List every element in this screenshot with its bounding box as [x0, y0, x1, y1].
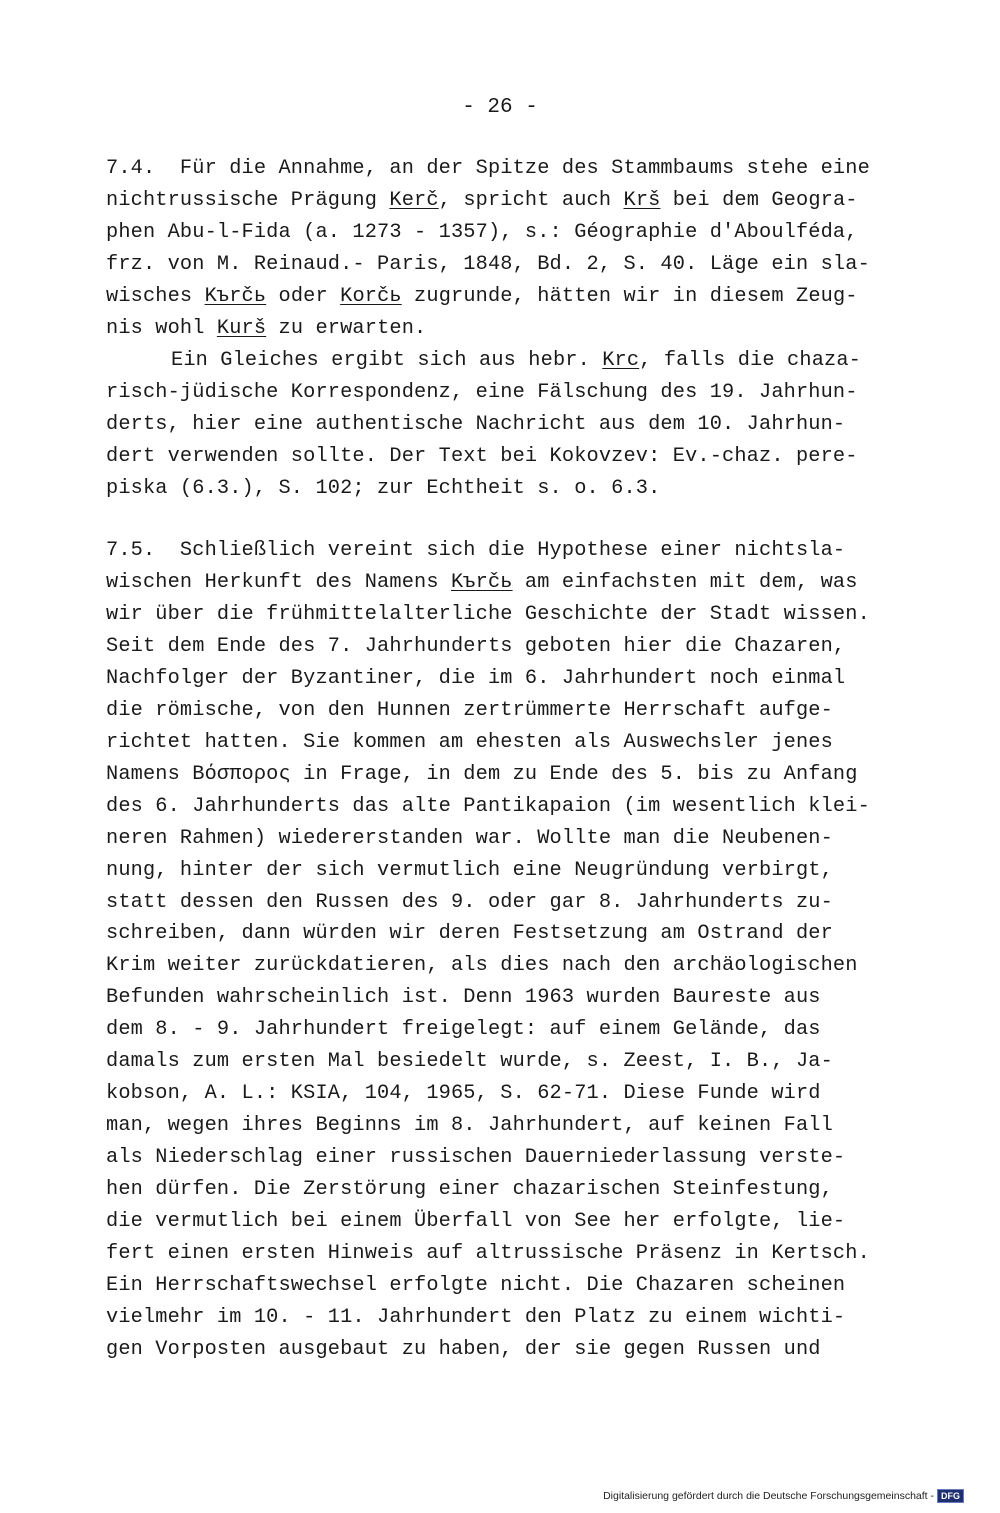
text-line	[106, 1081, 821, 1107]
text-run: hen dürfen. Die Zerstörung einer chazarischen Steinfestung,	[106, 1178, 833, 1201]
text-run: gen Vorposten ausgebaut zu haben, der sie gegen Russen und	[106, 1338, 821, 1361]
text-line	[106, 156, 870, 182]
text-line	[106, 953, 858, 979]
text-run: Ein Herrschaftswechsel erfolgte nicht. Die Chazaren scheinen	[106, 1274, 846, 1297]
text-run: Befunden wahrscheinlich ist. Denn 1963 wurden Baureste aus	[106, 986, 821, 1009]
text-run: zu erwarten.	[266, 317, 427, 340]
text-run: Ein Gleiches ergibt sich aus hebr.	[171, 349, 603, 372]
text-line	[106, 666, 845, 692]
text-line	[106, 730, 833, 756]
text-line	[106, 985, 821, 1011]
text-line	[106, 602, 870, 628]
text-run: fert einen ersten Hinweis auf altrussische Präsenz in Kertsch.	[106, 1242, 870, 1265]
underlined-term: Kъrčь	[450, 571, 513, 594]
text-line	[106, 380, 858, 406]
page-number: - 26 -	[462, 96, 538, 119]
text-run: oder	[266, 285, 341, 308]
text-run: die römische, von den Hunnen zertrümmerte Herrschaft aufge-	[106, 699, 833, 722]
text-line	[106, 826, 833, 852]
text-line	[106, 316, 426, 342]
text-line	[106, 188, 858, 214]
text-line	[106, 1017, 821, 1043]
text-run: Nachfolger der Byzantiner, die im 6. Jahrhundert noch einmal	[106, 667, 846, 690]
underlined-term: Krc	[602, 349, 640, 372]
text-line	[106, 1113, 833, 1139]
text-run: 7.5. Schließlich vereint sich die Hypothese einer nichtsla-	[106, 539, 846, 562]
text-line	[106, 570, 858, 596]
text-run: Seit dem Ende des 7. Jahrhunderts geboten hier die Chazaren,	[106, 635, 846, 658]
text-run: derts, hier eine authentische Nachricht aus dem 10. Jahrhun-	[106, 413, 846, 436]
text-run: , falls die chaza-	[639, 349, 861, 372]
text-run: Namens Βόσπορος in Frage, in dem zu Ende des 5. bis zu Anfang	[106, 763, 858, 786]
text-line	[106, 1273, 845, 1299]
text-line	[171, 348, 861, 374]
text-line	[106, 476, 660, 502]
text-run: die vermutlich bei einem Überfall von See her erfolgte, lie-	[106, 1210, 846, 1233]
text-run: bei dem Geogra-	[660, 189, 858, 212]
text-run: des 6. Jahrhunderts das alte Pantikapaion (im wesentlich klei-	[106, 795, 870, 818]
text-line	[106, 1145, 845, 1171]
text-run: 7.4. Für die Annahme, an der Spitze des Stammbaums stehe eine	[106, 157, 870, 180]
text-line	[106, 921, 833, 947]
dfg-logo: DFG	[937, 1489, 964, 1503]
text-line	[106, 634, 845, 660]
text-run: statt dessen den Russen des 9. oder gar 8. Jahrhunderts zu-	[106, 891, 833, 914]
underlined-term: Kъrčь	[204, 285, 267, 308]
text-run: dert verwenden sollte. Der Text bei Kokovzev: Ev.-chaz. pere-	[106, 445, 858, 468]
text-line	[106, 1177, 833, 1203]
text-run: neren Rahmen) wiedererstanden war. Wollte man die Neubenen-	[106, 827, 833, 850]
text-line	[106, 444, 858, 470]
text-run: richtet hatten. Sie kommen am ehesten als Auswechsler jenes	[106, 731, 833, 754]
text-run: nichtrussische Prägung	[106, 189, 390, 212]
digitization-credit	[603, 1489, 964, 1503]
text-line	[106, 1209, 845, 1235]
text-run: nung, hinter der sich vermutlich eine Neugründung verbirgt,	[106, 859, 833, 882]
underlined-term: Korčь	[340, 285, 402, 308]
text-run: wischen Herkunft des Namens	[106, 571, 451, 594]
text-run: vielmehr im 10. - 11. Jahrhundert den Platz zu einem wichti-	[106, 1306, 846, 1329]
text-run: wisches	[106, 285, 205, 308]
text-run: damals zum ersten Mal besiedelt wurde, s. Zeest, I. B., Ja-	[106, 1050, 833, 1073]
underlined-term: Krš	[623, 189, 661, 212]
text-line	[106, 890, 833, 916]
text-run: piska (6.3.), S. 102; zur Echtheit s. o. 6.3.	[106, 477, 661, 500]
text-run: zugrunde, hätten wir in diesem Zeug-	[401, 285, 858, 308]
text-line	[106, 284, 858, 310]
text-run: als Niederschlag einer russischen Dauerniederlassung verste-	[106, 1146, 846, 1169]
text-line	[106, 252, 870, 278]
text-line	[106, 858, 833, 884]
text-run: risch-jüdische Korrespondenz, eine Fälschung des 19. Jahrhun-	[106, 381, 858, 404]
text-line	[106, 220, 858, 246]
text-run: , spricht auch	[438, 189, 624, 212]
text-line	[106, 1049, 833, 1075]
text-line	[106, 1305, 845, 1331]
text-line	[106, 762, 858, 788]
text-line	[106, 412, 845, 438]
underlined-term: Kurš	[216, 317, 267, 340]
text-line	[106, 698, 833, 724]
text-run: man, wegen ihres Beginns im 8. Jahrhundert, auf keinen Fall	[106, 1114, 833, 1137]
text-run: kobson, A. L.: KSIA, 104, 1965, S. 62-71. Diese Funde wird	[106, 1082, 821, 1105]
text-run: wir über die frühmittelalterliche Geschichte der Stadt wissen.	[106, 603, 870, 626]
underlined-term: Kerč	[389, 189, 439, 212]
text-run: phen Abu-l-Fida (a. 1273 - 1357), s.: Géographie d'Aboulféda,	[106, 221, 858, 244]
text-run: dem 8. - 9. Jahrhundert freigelegt: auf einem Gelände, das	[106, 1018, 821, 1041]
digitization-credit-text: Digitalisierung gefördert durch die Deutsche Forschungsgemeinschaft -	[603, 1490, 934, 1502]
text-run: am einfachsten mit dem, was	[512, 571, 858, 594]
text-line	[106, 1241, 870, 1267]
text-line	[106, 1337, 821, 1363]
text-run: frz. von M. Reinaud.- Paris, 1848, Bd. 2, S. 40. Läge ein sla-	[106, 253, 870, 276]
text-run: nis wohl	[106, 317, 217, 340]
text-line	[106, 794, 870, 820]
text-run: schreiben, dann würden wir deren Festsetzung am Ostrand der	[106, 922, 833, 945]
text-line	[106, 538, 845, 564]
text-run: Krim weiter zurückdatieren, als dies nach den archäologischen	[106, 954, 858, 977]
